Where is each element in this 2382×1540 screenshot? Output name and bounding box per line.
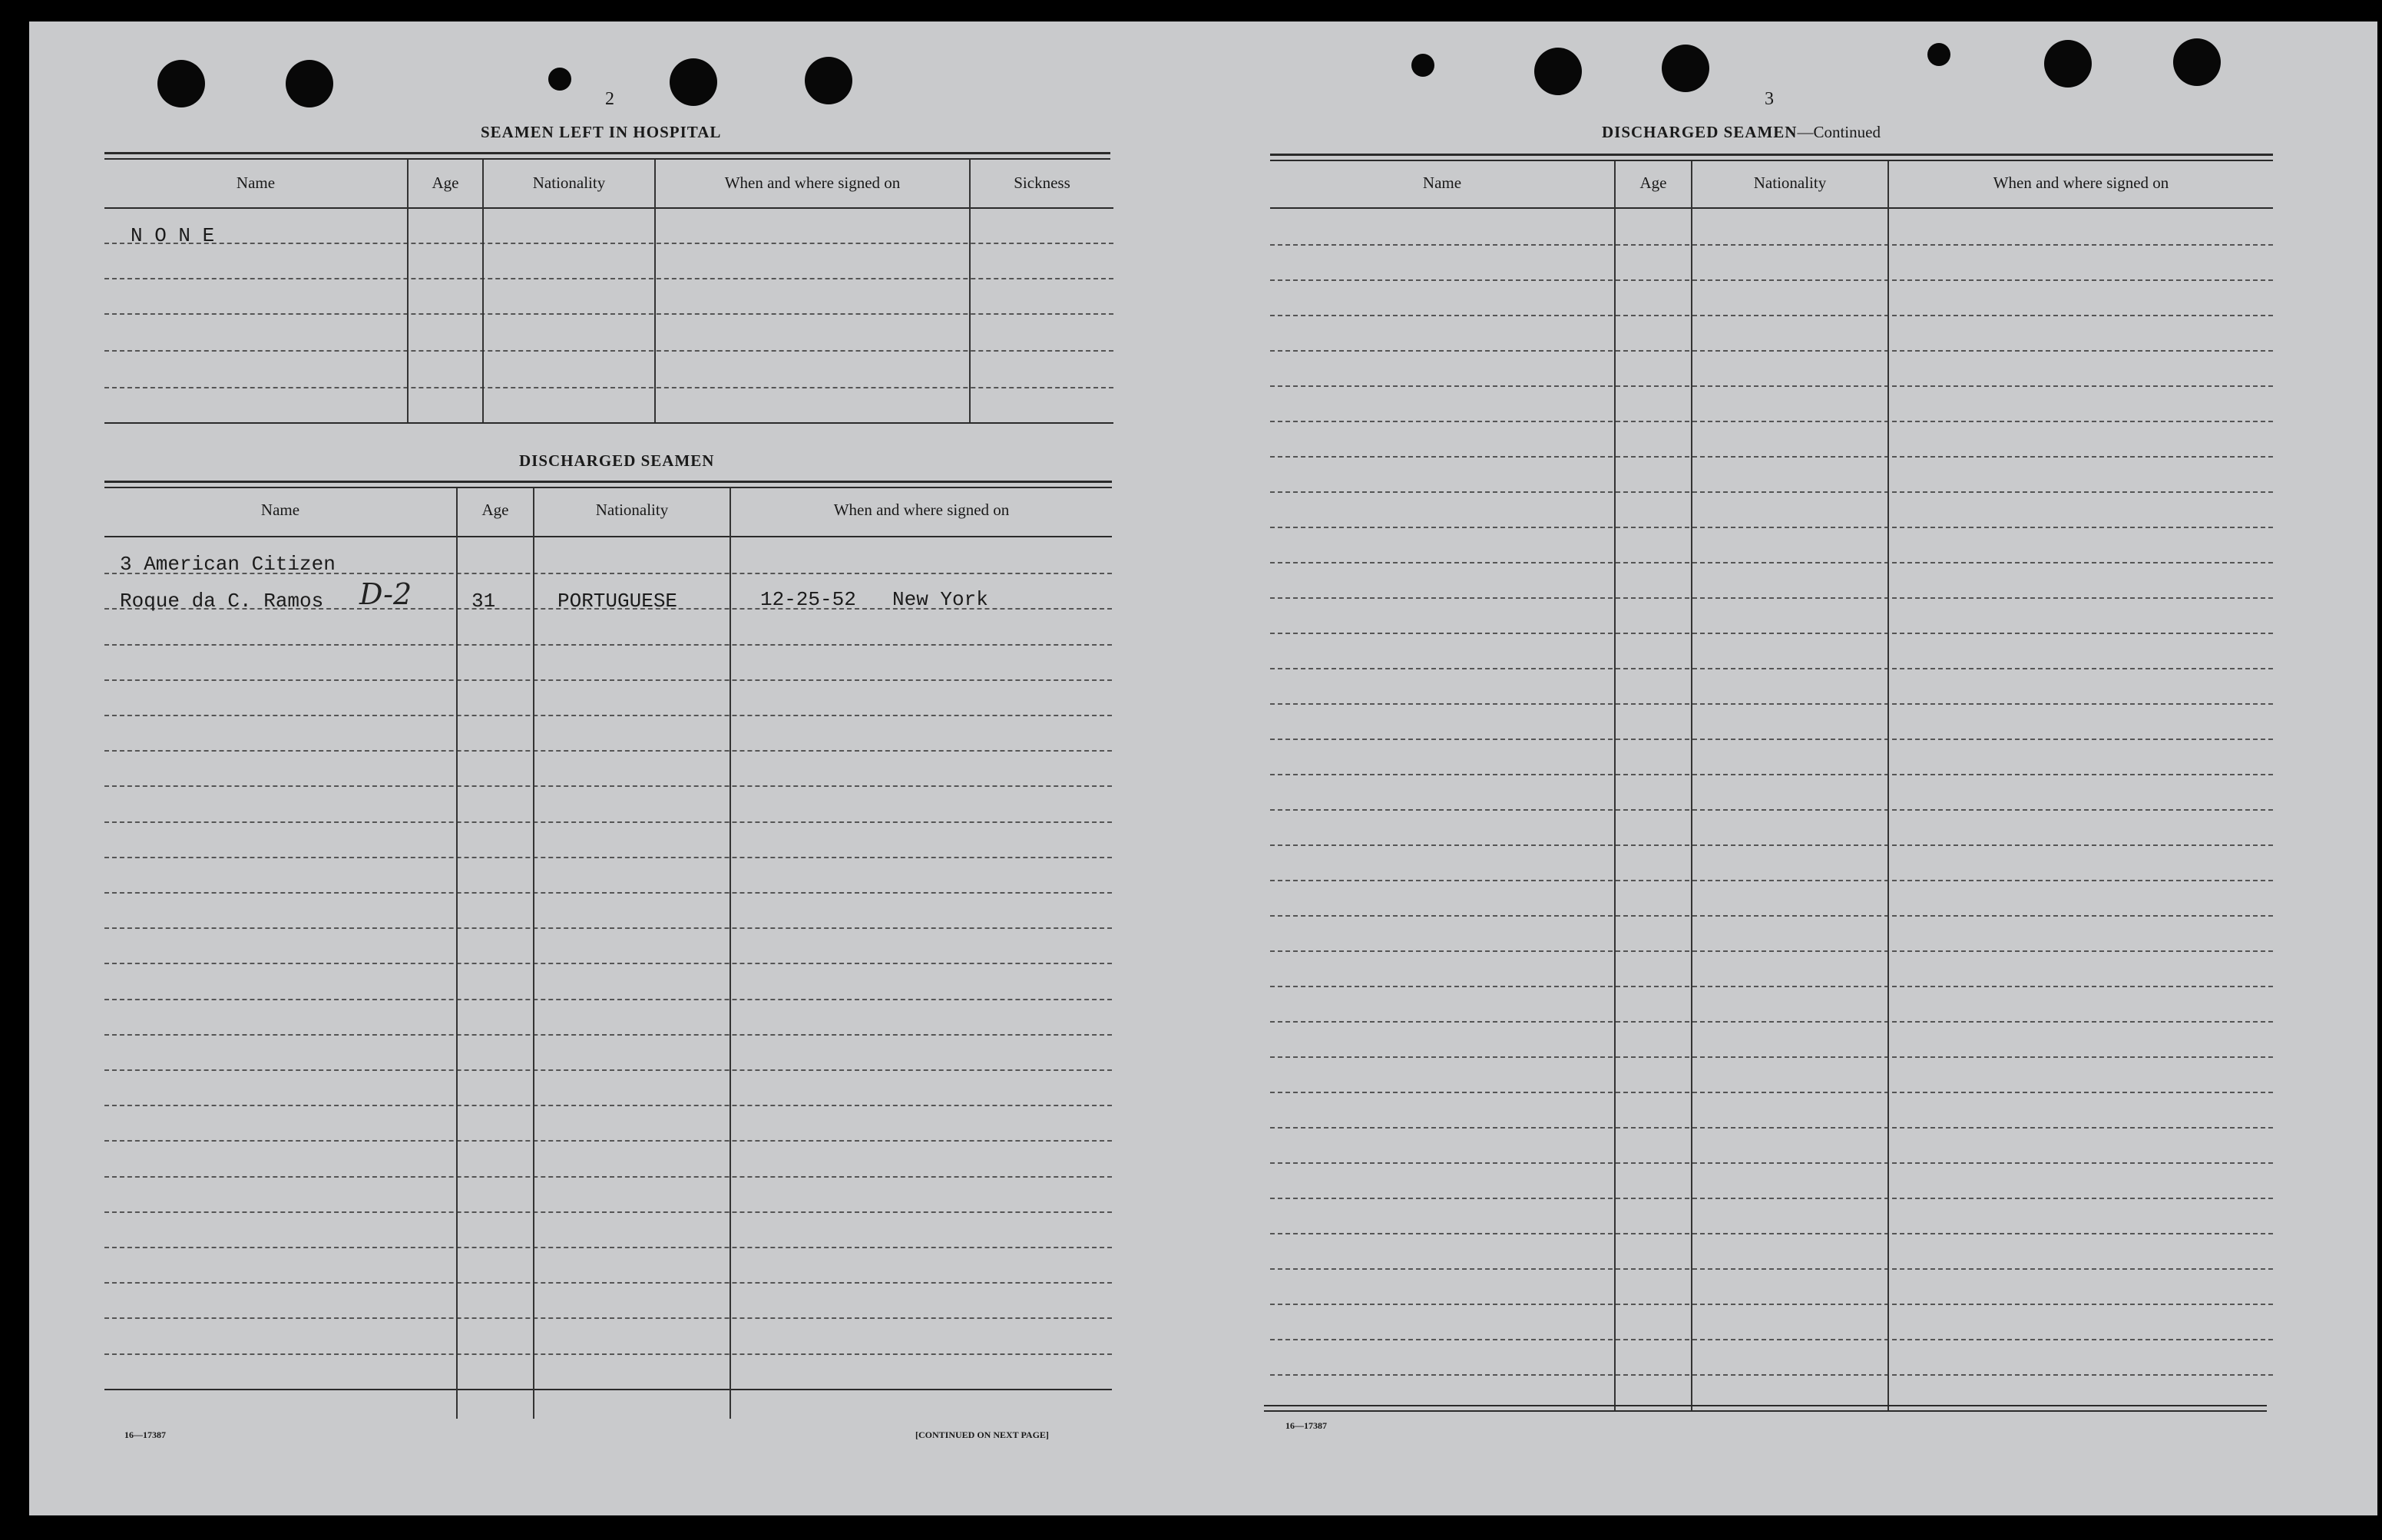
row-line bbox=[1270, 950, 2273, 952]
page-number: 3 bbox=[1765, 89, 1774, 109]
row-line bbox=[104, 679, 1112, 681]
column-divider bbox=[1887, 161, 1889, 1411]
column-divider bbox=[1691, 161, 1692, 1411]
row-line bbox=[1270, 1092, 2273, 1093]
page-number: 2 bbox=[605, 89, 614, 109]
column-header-sickness: Sickness bbox=[1014, 173, 1070, 192]
column-header-nationality: Nationality bbox=[532, 173, 606, 192]
row-line bbox=[1270, 633, 2273, 634]
continued-note: [CONTINUED ON NEXT PAGE] bbox=[915, 1429, 1049, 1440]
column-header-signed-on: When and where signed on bbox=[1993, 173, 2169, 192]
row-line bbox=[104, 821, 1112, 823]
row-line bbox=[1270, 703, 2273, 705]
row-name: Roque da C. Ramos bbox=[120, 590, 324, 613]
column-header-signed-on: When and where signed on bbox=[833, 501, 1010, 519]
divider bbox=[1270, 154, 2273, 156]
column-divider bbox=[482, 160, 484, 422]
hospital-entry: N O N E bbox=[131, 224, 215, 247]
hospital-section-title: SEAMEN LEFT IN HOSPITAL bbox=[481, 123, 722, 141]
row-line bbox=[104, 1176, 1112, 1178]
punch-hole bbox=[805, 57, 852, 104]
header-rule bbox=[1270, 207, 2273, 209]
continued-section-title bbox=[1602, 123, 1881, 142]
title-main: DISCHARGED SEAMEN bbox=[1602, 123, 1798, 141]
row-line bbox=[1270, 1339, 2273, 1340]
column-divider bbox=[729, 488, 731, 1419]
row-line bbox=[1270, 1127, 2273, 1129]
row-line bbox=[1270, 1374, 2273, 1376]
row-line bbox=[104, 963, 1112, 964]
row-line bbox=[1270, 880, 2273, 881]
row-line bbox=[1270, 739, 2273, 740]
row-line bbox=[1270, 1056, 2273, 1058]
row-line bbox=[104, 350, 1113, 352]
row-line bbox=[104, 1140, 1112, 1142]
row-line bbox=[1270, 915, 2273, 917]
title-continued: —Continued bbox=[1797, 123, 1881, 141]
discharged-section-title: DISCHARGED SEAMEN bbox=[519, 451, 715, 470]
row-line bbox=[104, 999, 1112, 1000]
row-line bbox=[104, 313, 1113, 315]
bottom-rule bbox=[1264, 1405, 2267, 1406]
row-line bbox=[104, 1069, 1112, 1071]
row-line bbox=[1270, 1162, 2273, 1164]
punch-hole bbox=[286, 60, 333, 107]
row-line bbox=[1270, 1021, 2273, 1023]
header-rule bbox=[104, 207, 1113, 209]
column-divider bbox=[407, 160, 409, 422]
row-line bbox=[104, 750, 1112, 752]
divider bbox=[104, 487, 1112, 488]
divider bbox=[104, 152, 1110, 154]
punch-hole bbox=[548, 68, 571, 91]
row-line bbox=[1270, 774, 2273, 775]
row-line bbox=[1270, 986, 2273, 987]
row-line bbox=[1270, 385, 2273, 387]
row-line bbox=[1270, 315, 2273, 316]
row-line bbox=[1270, 809, 2273, 811]
row-nationality: PORTUGUESE bbox=[557, 590, 678, 613]
row-line bbox=[1270, 597, 2273, 599]
row-line bbox=[104, 1034, 1112, 1036]
punch-hole bbox=[1927, 43, 1950, 66]
row-line bbox=[104, 1247, 1112, 1248]
row-line bbox=[104, 243, 1113, 244]
row-line bbox=[1270, 1304, 2273, 1305]
row-line bbox=[104, 857, 1112, 858]
row-line bbox=[104, 644, 1112, 646]
row-line bbox=[104, 1353, 1112, 1355]
row-line bbox=[1270, 668, 2273, 669]
bottom-rule bbox=[1264, 1410, 2267, 1412]
row-line bbox=[104, 1105, 1112, 1106]
punch-hole bbox=[1411, 54, 1434, 77]
row-signed-place: New York bbox=[892, 588, 988, 611]
row-line bbox=[104, 278, 1113, 279]
row-line bbox=[1270, 1268, 2273, 1270]
row-line bbox=[1270, 350, 2273, 352]
punch-hole bbox=[670, 58, 717, 106]
row-age: 31 bbox=[471, 590, 496, 613]
row-name: 3 American Citizen bbox=[120, 553, 336, 576]
header-rule bbox=[104, 536, 1112, 537]
row-line bbox=[1270, 421, 2273, 422]
divider bbox=[104, 481, 1112, 483]
column-header-name: Name bbox=[236, 173, 276, 192]
row-line bbox=[104, 1211, 1112, 1213]
row-line bbox=[1270, 491, 2273, 493]
row-line bbox=[104, 1282, 1112, 1284]
column-header-age: Age bbox=[481, 501, 509, 519]
row-line bbox=[1270, 244, 2273, 246]
punch-hole bbox=[157, 60, 205, 107]
punch-hole bbox=[2173, 38, 2221, 86]
row-line bbox=[1270, 527, 2273, 528]
column-header-nationality: Nationality bbox=[1753, 173, 1827, 192]
row-line bbox=[104, 1317, 1112, 1319]
row-line bbox=[1270, 562, 2273, 563]
column-header-age: Age bbox=[1639, 173, 1667, 192]
row-line bbox=[1270, 279, 2273, 281]
row-line bbox=[104, 785, 1112, 787]
column-divider bbox=[533, 488, 534, 1419]
row-line bbox=[104, 892, 1112, 894]
column-divider bbox=[969, 160, 971, 422]
handwritten-mark: D-2 bbox=[359, 577, 412, 611]
row-line bbox=[104, 927, 1112, 929]
form-number: 16—17387 bbox=[1285, 1420, 1327, 1431]
column-header-name: Name bbox=[1422, 173, 1462, 192]
row-line bbox=[104, 715, 1112, 716]
row-line bbox=[104, 1389, 1112, 1390]
row-line bbox=[104, 387, 1113, 388]
row-signed-date: 12-25-52 bbox=[760, 588, 856, 611]
column-header-age: Age bbox=[432, 173, 459, 192]
column-divider bbox=[456, 488, 458, 1419]
column-divider bbox=[1614, 161, 1616, 1411]
column-divider bbox=[654, 160, 656, 422]
column-header-name: Name bbox=[260, 501, 300, 519]
column-header-nationality: Nationality bbox=[595, 501, 669, 519]
form-number: 16—17387 bbox=[124, 1429, 166, 1440]
column-header-signed-on: When and where signed on bbox=[724, 173, 901, 192]
punch-hole bbox=[1534, 48, 1582, 95]
section-bottom-rule bbox=[104, 422, 1113, 424]
row-line bbox=[1270, 1233, 2273, 1234]
row-line bbox=[1270, 1198, 2273, 1199]
row-line bbox=[1270, 844, 2273, 846]
punch-hole bbox=[1662, 45, 1709, 92]
divider bbox=[104, 158, 1110, 160]
divider bbox=[1270, 160, 2273, 161]
punch-hole bbox=[2044, 40, 2092, 88]
row-line bbox=[1270, 456, 2273, 458]
